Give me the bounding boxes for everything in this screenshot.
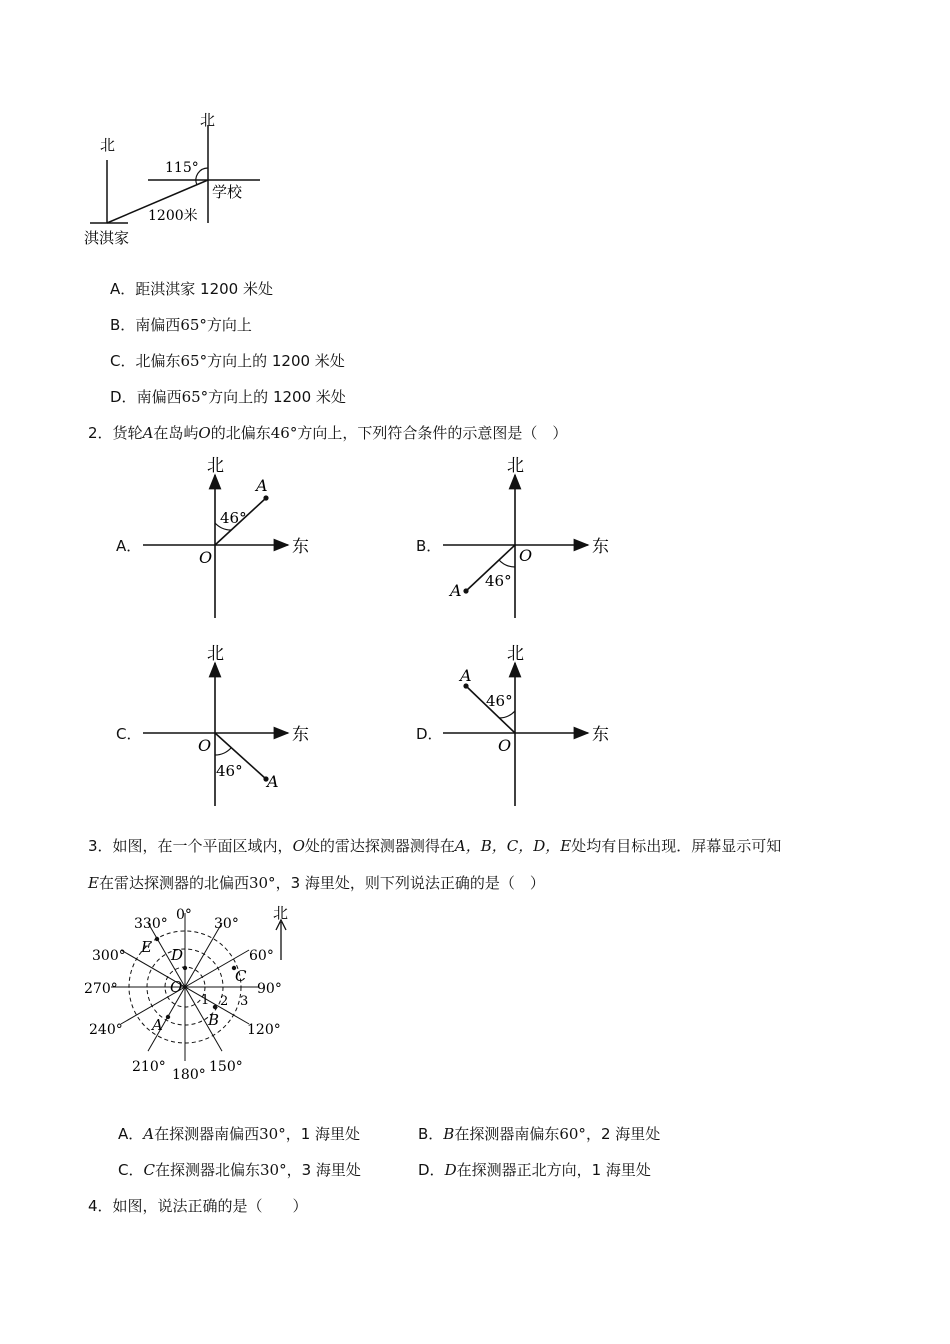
- fig1-home: 淇淇家: [84, 229, 130, 247]
- radar-angle-300: 300°: [92, 948, 126, 964]
- radar-angle-210: 210°: [132, 1059, 166, 1075]
- fig1-north-right: 北: [200, 111, 216, 129]
- radar-angle-330: 330°: [134, 916, 168, 932]
- radar-point-c: C: [235, 967, 247, 985]
- radar-origin: O: [170, 978, 183, 996]
- q1-option-a[interactable]: A．距淇淇家 1200 米处: [110, 280, 273, 298]
- fig-a-east: 东: [292, 537, 309, 557]
- fig1-angle: 115°: [165, 160, 199, 176]
- radar-ring-3: 3: [240, 994, 249, 1009]
- q2-stem: 2．货轮A在岛屿O的北偏东46°方向上，下列符合条件的示意图是（ ）: [88, 424, 568, 442]
- fig-b-east: 东: [592, 537, 609, 557]
- radar-angle-0: 0°: [176, 907, 192, 923]
- q3-option-a[interactable]: A．A在探测器南偏西30°，1 海里处: [118, 1125, 361, 1143]
- fig-c-east: 东: [292, 725, 309, 745]
- fig-a-point-a: A: [256, 476, 268, 495]
- radar-figure: [84, 902, 304, 1088]
- fig-b-point-a: A: [450, 581, 462, 600]
- fig-c-point-a: A: [267, 772, 279, 791]
- fig-d-east: 东: [592, 725, 609, 745]
- radar-point-d: D: [171, 946, 184, 964]
- q2-fig-d-label[interactable]: D．: [416, 725, 443, 743]
- q2-fig-c: [140, 641, 320, 811]
- q2-fig-a-label[interactable]: A．: [116, 537, 142, 555]
- radar-angle-270: 270°: [84, 981, 118, 997]
- fig-d-point-a: A: [460, 666, 472, 685]
- radar-angle-120: 120°: [247, 1022, 281, 1038]
- radar-angle-90: 90°: [257, 981, 282, 997]
- fig-d-origin: O: [498, 736, 512, 755]
- fig-a-origin: O: [199, 548, 213, 567]
- fig-d-north: 北: [507, 644, 524, 664]
- q3-option-b[interactable]: B．B在探测器南偏东60°，2 海里处: [418, 1125, 661, 1143]
- radar-angle-240: 240°: [89, 1022, 123, 1038]
- q1-option-b[interactable]: B．南偏西65°方向上: [110, 316, 252, 334]
- fig1-distance: 1200米: [148, 208, 198, 224]
- q2-fig-d: [440, 641, 620, 811]
- fig-a-north: 北: [207, 456, 224, 476]
- q1-option-d[interactable]: D．南偏西65°方向上的 1200 米处: [110, 388, 346, 406]
- radar-angle-180: 180°: [172, 1067, 206, 1083]
- fig-a-angle: 46°: [220, 509, 247, 527]
- fig-c-angle: 46°: [216, 762, 243, 780]
- radar-ring-2: 2: [220, 994, 229, 1009]
- fig-b-origin: O: [519, 546, 533, 565]
- radar-angle-60: 60°: [249, 948, 274, 964]
- figure-school-home: [80, 105, 280, 255]
- q3-stem-line2: E在雷达探测器的北偏西30°，3 海里处，则下列说法正确的是（ ）: [88, 874, 545, 892]
- radar-point-a: A: [152, 1016, 163, 1034]
- fig-c-origin: O: [198, 736, 212, 755]
- q2-fig-c-label[interactable]: C．: [116, 725, 142, 743]
- radar-ring-1: 1: [201, 993, 210, 1008]
- radar-point-b: B: [208, 1011, 220, 1029]
- radar-point-e: E: [141, 938, 152, 956]
- q3-option-c[interactable]: C．C在探测器北偏东30°，3 海里处: [118, 1161, 361, 1179]
- q2-fig-b: [440, 453, 620, 623]
- fig-c-north: 北: [207, 644, 224, 664]
- fig-b-north: 北: [507, 456, 524, 476]
- q3-stem-line1: 3．如图，在一个平面区域内，O处的雷达探测器测得在A，B，C，D，E处均有目标出现．屏幕显示可知: [88, 837, 782, 855]
- q4-stem: 4．如图，说法正确的是（ ）: [88, 1197, 308, 1215]
- q2-fig-b-label[interactable]: B．: [416, 537, 442, 555]
- fig-d-angle: 46°: [486, 692, 513, 710]
- radar-angle-150: 150°: [209, 1059, 243, 1075]
- radar-north: 北: [273, 904, 289, 922]
- radar-angle-30: 30°: [214, 916, 239, 932]
- fig-b-angle: 46°: [485, 572, 512, 590]
- q1-option-c[interactable]: C．北偏东65°方向上的 1200 米处: [110, 352, 345, 370]
- q2-fig-a: [140, 453, 320, 623]
- fig1-north-left: 北: [100, 136, 116, 154]
- q3-option-d[interactable]: D．D在探测器正北方向，1 海里处: [418, 1161, 651, 1179]
- fig1-school: 学校: [212, 183, 243, 201]
